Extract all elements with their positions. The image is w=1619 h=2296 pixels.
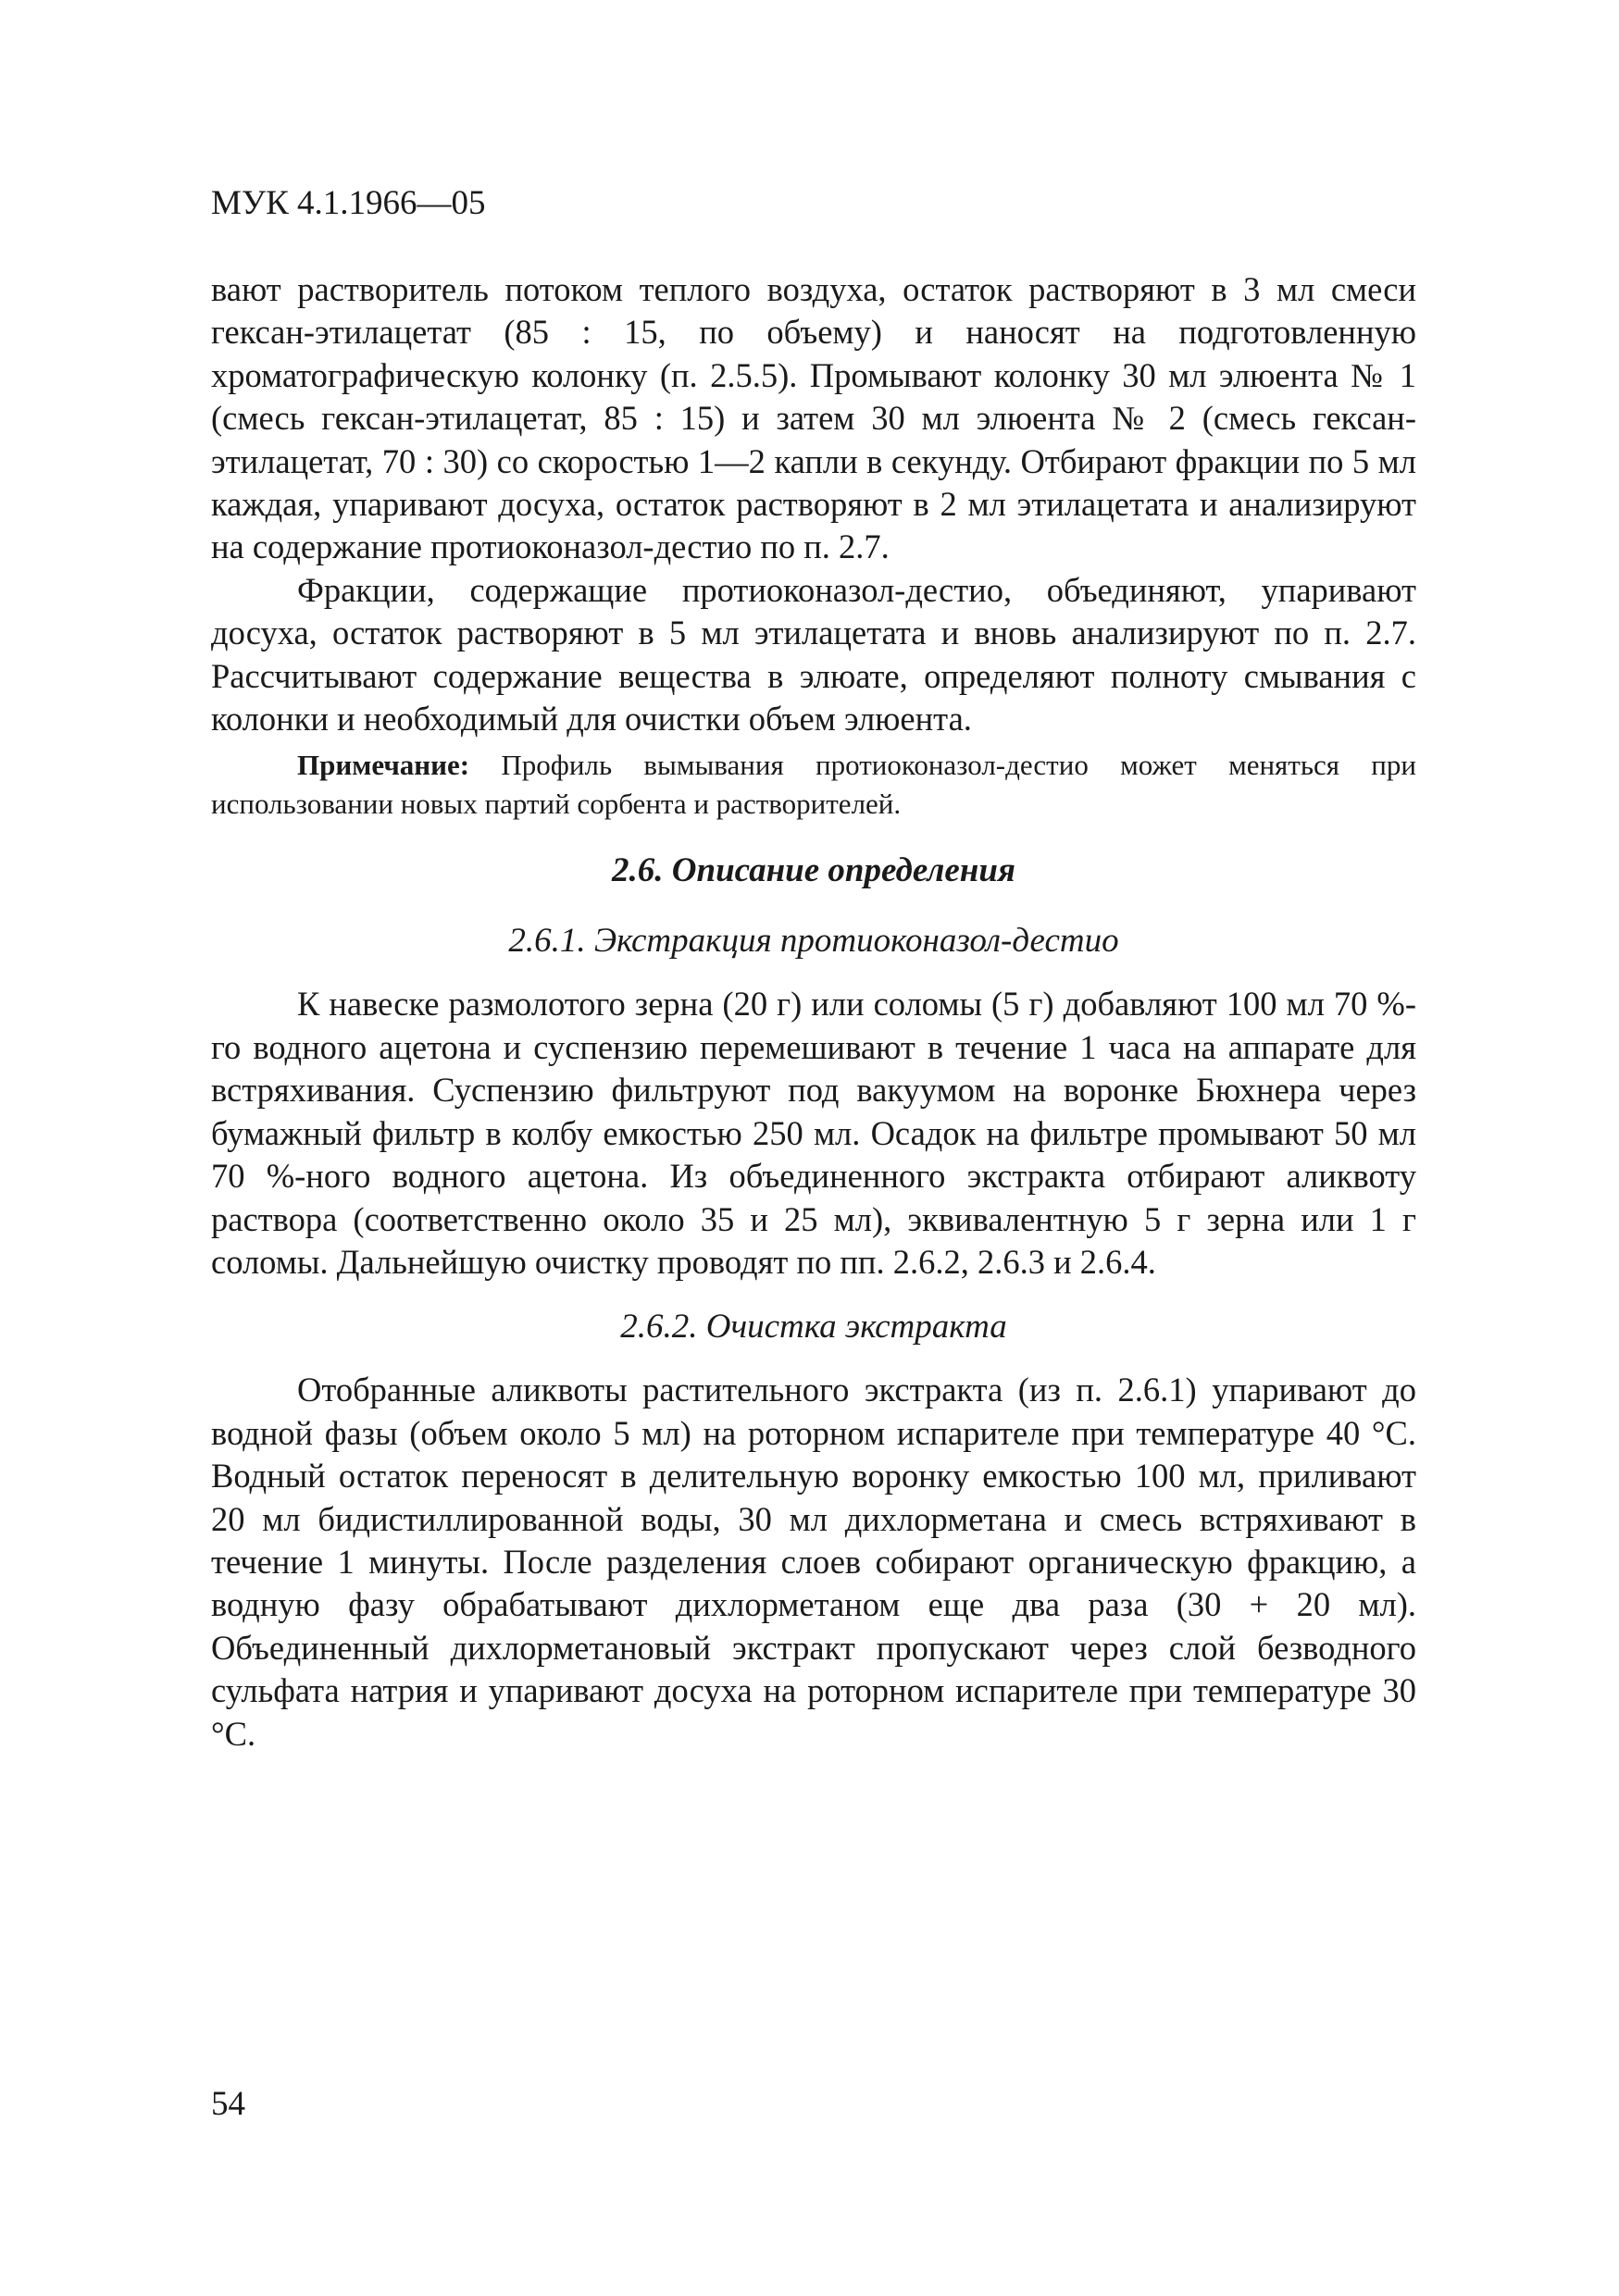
section-heading-2-6: 2.6. Описание определения <box>612 851 1015 890</box>
running-header: МУК 4.1.1966—05 <box>211 184 486 222</box>
paragraph-fractions: Фракции, содержащие протиоконазол-дестио, объединяют, упаривают досуха, остаток растворяют в 5 мл этилацетата и вновь анализируют по п. 2.7. Рассчитывают содержание вещества в элюате, определяют полноту смывания с колонки и необходимый для очистки объем элюента. <box>211 570 1416 738</box>
note <box>211 746 1416 824</box>
paragraph-extraction: К навеске размолотого зерна (20 г) или соломы (5 г) добавляют 100 мл 70 %-го водного ацетона и суспензию перемешивают в течение 1 часа на аппарате для встряхивания. Суспензию фильтруют под вакуумом на воронке Бюхнера через бумажный фильтр в колбу емкостью 250 мл. Осадок на фильтре промывают 50 мл 70 %-ного водного ацетона. Из объединенного экстракта отбирают аликвоту раствора (соответственно около 35 и 25 мл), эквивалентную 5 г зерна или 1 г соломы. Дальнейшую очистку проводят по пп. 2.6.2, 2.6.3 и 2.6.4. <box>211 985 1416 1281</box>
body-text <box>211 268 1416 1756</box>
note-text: Профиль вымывания протиоконазол-дестио может меняться при использовании новых партий сорбента и растворителей. <box>211 749 1416 821</box>
paragraph-cleanup: Отобранные аликвоты растительного экстракта (из п. 2.6.1) упаривают до водной фазы (объем около 5 мл) на роторном испарителе при температуре 40 °С. Водный остаток переносят в делительную воронку емкостью 100 мл, приливают 20 мл бидистиллированной воды, 30 мл дихлорметана и смесь встряхивают в течение 1 минуты. После разделения слоев собирают органическую фракцию, а водную фазу обрабатывают дихлорметаном еще два раза (30 + 20 мл). Объединенный дихлорметановый экстракт пропускают через слой безводного сульфата натрия и упаривают досуха на роторном испарителе при температуре 30 °С. <box>211 1371 1416 1753</box>
note-label: Примечание: <box>297 749 470 782</box>
page-number: 54 <box>211 2085 245 2123</box>
subsection-heading-2-6-2: 2.6.2. Очистка экстракта <box>620 1308 1007 1347</box>
paragraph-continuation: вают растворитель потоком теплого воздуха, остаток растворяют в 3 мл смеси гексан-этилацетат (85 : 15, по объему) и наносят на подготовленную хроматографическую колонку (п. 2.5.5). Промывают колонку 30 мл элюента № 1 (смесь гексан-этилацетат, 85 : 15) и затем 30 мл элюента № 2 (смесь гексан-этилацетат, 70 : 30) со скоростью 1—2 капли в секунду. Отбирают фракции по 5 мл каждая, упаривают досуха, остаток растворяют в 2 мл этилацетата и анализируют на содержание протиоконазол-дестио по п. 2.7. <box>211 270 1416 566</box>
subsection-heading-2-6-1: 2.6.1. Экстракция протиоконазол-дестио <box>508 922 1119 961</box>
